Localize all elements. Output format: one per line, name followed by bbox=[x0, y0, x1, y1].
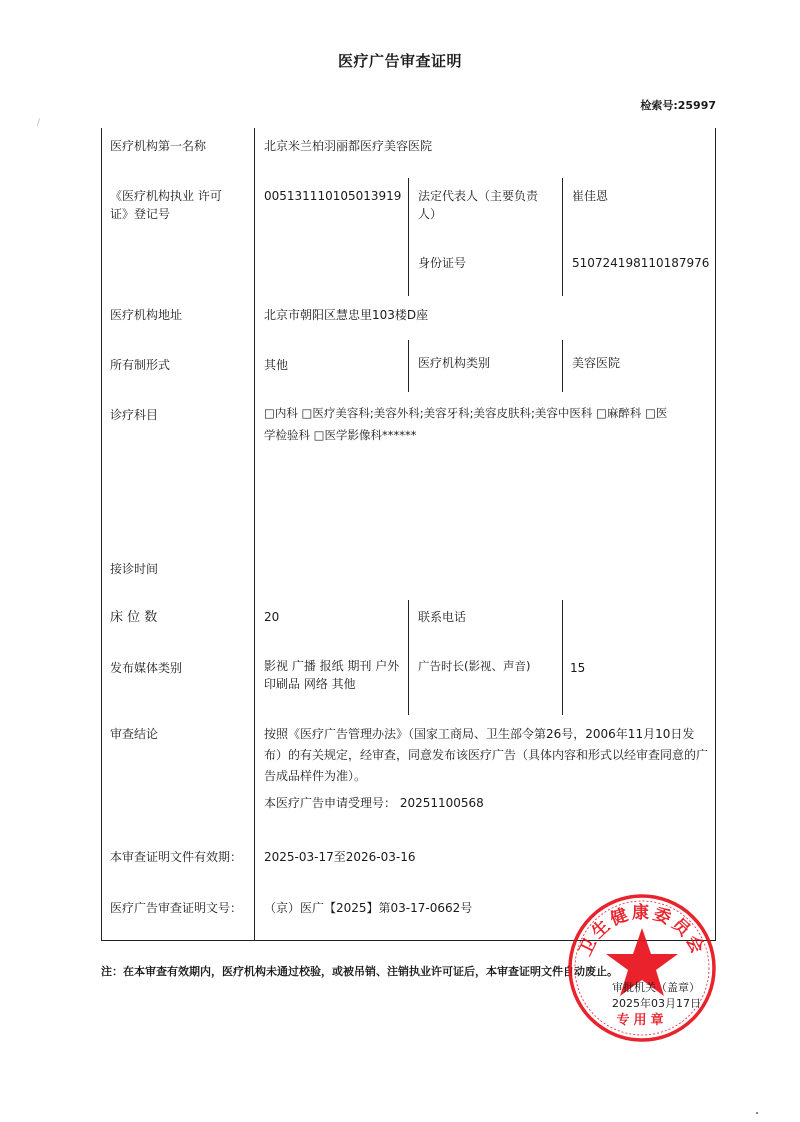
scan-mark bbox=[37, 118, 41, 126]
id-value: 510724198110187976 bbox=[572, 256, 710, 270]
hours-label: 接诊时间 bbox=[110, 562, 159, 576]
doc-number-value: （京）医广【2025】第03-17-0662号 bbox=[264, 901, 473, 915]
beds-value: 20 bbox=[264, 610, 280, 624]
departments-label: 诊疗科目 bbox=[110, 408, 159, 422]
svg-text:专用章: 专用章 bbox=[616, 1013, 668, 1028]
category-value: 美容医院 bbox=[572, 356, 621, 370]
application-number: 本医疗广告申请受理号： 20251100568 bbox=[264, 796, 484, 810]
license-label: 《医疗机构执业 许可证》登记号 bbox=[110, 189, 222, 221]
doc-number-label: 医疗广告审查证明文号： bbox=[110, 901, 243, 915]
page-title: 医疗广告审查证明 bbox=[337, 52, 462, 70]
column-divider bbox=[562, 178, 563, 296]
id-label: 身份证号 bbox=[418, 256, 467, 270]
column-divider bbox=[408, 178, 409, 296]
duration-label: 广告时长(影视、声音) bbox=[418, 659, 531, 673]
official-seal-icon bbox=[566, 892, 718, 1044]
conclusion-label: 审查结论 bbox=[110, 727, 159, 741]
beds-label: 床 位 数 bbox=[110, 610, 158, 625]
footer-note: 注：在本审查有效期内，医疗机构未通过校验，或被吊销、注销执业许可证后，本审查证明文件自动废止。 bbox=[101, 965, 618, 978]
column-divider bbox=[408, 600, 409, 715]
category-label: 医疗机构类别 bbox=[418, 356, 491, 370]
scan-mark bbox=[756, 1112, 758, 1114]
legal-rep-value: 崔佳恩 bbox=[572, 189, 609, 203]
duration-value: 15 bbox=[570, 661, 586, 675]
column-divider bbox=[562, 600, 563, 715]
approval-authority bbox=[612, 980, 701, 1012]
address-label: 医疗机构地址 bbox=[110, 308, 183, 322]
validity-value: 2025-03-17至2026-03-16 bbox=[264, 850, 416, 864]
authority-label: 审批机关（盖章） bbox=[612, 981, 700, 994]
approval-date: 2025年03月17日 bbox=[612, 997, 701, 1010]
ownership-value: 其他 bbox=[264, 358, 289, 372]
departments-value: □内科 □医疗美容科;美容外科;美容牙科;美容皮肤科;美容中医科 □麻醉科 □医学检验科 □医学影像科****** bbox=[264, 406, 668, 442]
address-value: 北京市朝阳区慧忠里103楼D座 bbox=[264, 308, 429, 322]
serial-number: 检索号:25997 bbox=[640, 99, 716, 112]
media-label: 发布媒体类别 bbox=[110, 661, 183, 675]
institution-name-label: 医疗机构第一名称 bbox=[110, 139, 207, 153]
license-value: 005131110105013919 bbox=[264, 189, 402, 203]
conclusion-text: 按照《医疗广告管理办法》（国家工商局、卫生部令第26号，2006年11月10日发布）的有关规定，经审查，同意发布该医疗广告（具体内容和形式以经审查同意的广告成品样件为准）。 bbox=[264, 727, 709, 783]
column-divider bbox=[254, 128, 255, 940]
media-value: 影视 广播 报纸 期刊 户外 印刷品 网络 其他 bbox=[264, 659, 400, 691]
certificate-table bbox=[101, 128, 716, 941]
phone-label: 联系电话 bbox=[418, 610, 467, 624]
legal-rep-label: 法定代表人（主要负责人） bbox=[418, 189, 539, 221]
column-divider bbox=[562, 340, 563, 392]
validity-label: 本审查证明文件有效期： bbox=[110, 850, 243, 864]
institution-name-value: 北京米兰柏羽丽都医疗美容医院 bbox=[264, 139, 433, 153]
column-divider bbox=[408, 340, 409, 392]
svg-text:卫生健康委员会: 卫生健康委员会 bbox=[575, 903, 709, 960]
ownership-label: 所有制形式 bbox=[110, 358, 171, 372]
